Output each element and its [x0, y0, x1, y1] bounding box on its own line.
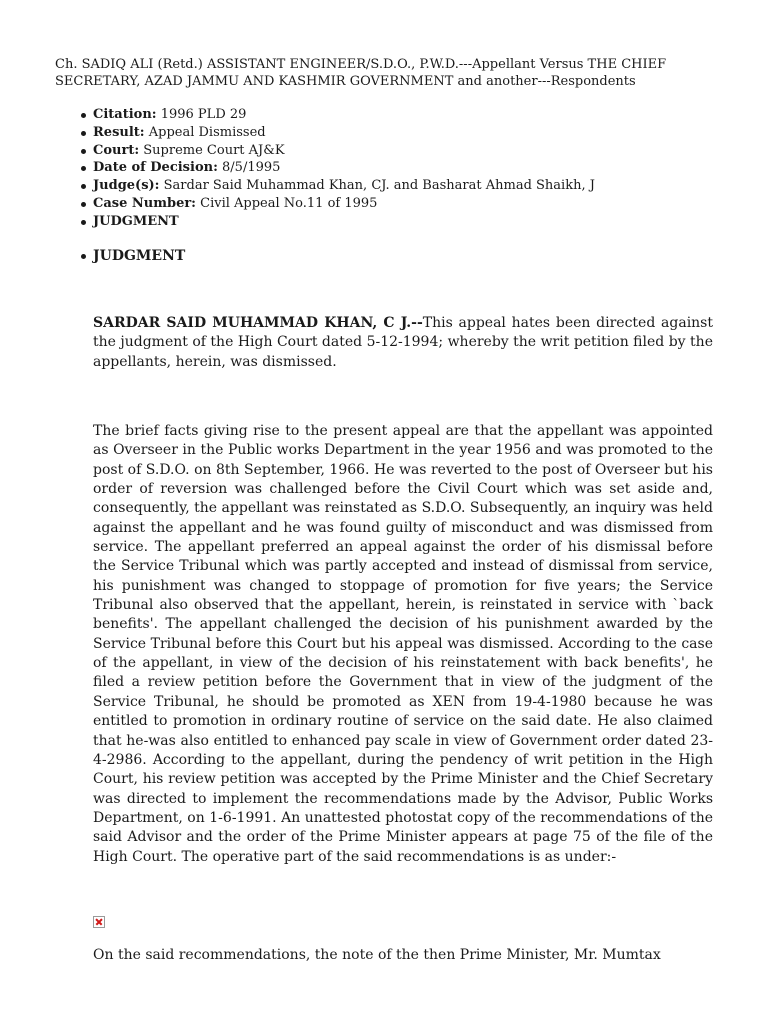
judgment-paragraph-1 — [93, 314, 713, 372]
judges-label: Judge(s): — [93, 178, 160, 194]
judge-name-lead: SARDAR SAID MUHAMMAD KHAN, C J.-- — [93, 315, 423, 331]
result-value: Appeal Dismissed — [148, 124, 266, 140]
case-number-label: Case Number: — [93, 195, 196, 211]
paragraph-1-text: This appeal hates been directed against the judgment of the High Court dated 5-12-1994; whereby the writ petition filed by the appellants, herein, was dismissed. — [93, 315, 713, 370]
result-item — [75, 124, 595, 142]
section-heading-list — [75, 246, 185, 266]
judgment-paragraph-3: On the said recommendations, the note of the then Prime Minister, Mr. Mumtax — [93, 947, 661, 963]
case-number-value: Civil Appeal No.11 of 1995 — [200, 195, 378, 211]
court-item — [75, 142, 595, 160]
date-label: Date of Decision: — [93, 160, 218, 176]
case-number-item — [75, 195, 595, 213]
section-heading: JUDGMENT — [75, 246, 185, 266]
citation-label: Citation: — [93, 107, 157, 122]
judgment-item — [75, 213, 595, 231]
court-label: Court: — [93, 142, 140, 158]
court-value: Supreme Court AJ&K — [143, 142, 285, 158]
date-value: 8/5/1995 — [222, 160, 281, 176]
citation-value: 1996 PLD 29 — [160, 107, 247, 122]
judgment-item-label: JUDGMENT — [93, 213, 179, 229]
result-label: Result: — [93, 124, 145, 140]
judgment-paragraph-2: The brief facts giving rise to the present appeal are that the appellant was appointed as Overseer in the Public works Department in the year 1956 and was promoted to the post of S.D.O. on 8th September, 1966. He was reverted to the post of Overseer but his order of reversion was challenged before the Civil Court which was set aside and, consequently, the appellant was reinstated as S.D.O. Subsequently, an inquiry was held against the appellant and he was found guilty of misconduct and was dismissed from service. The appellant preferred an appeal against the order of his dismissal before the Service Tribunal which was partly accepted and instead of dismissal from service, his punishment was changed to stoppage of promotion for five years; the Service Tribunal also observed that the appellant, herein, is reinstated in service with `back benefits'. The appellant challenged the decision of his punishment awarded by the Service Tribunal before this Court but his appeal was dismissed. According to the case of the appellant, in view of the decision of his reinstatement with back benefits', he filed a review petition before the Government that in view of the judgment of the Service Tribunal, he should be promoted as XEN from 19-4-1980 because he was entitled to promotion in ordinary routine of service on the said date. He also claimed that he-was also entitled to enhanced pay scale in view of Government order dated 23-4-2986. According to the appellant, during the pendency of writ petition in the High Court, his review petition was accepted by the Prime Minister and the Chief Secretary was directed to implement the recommendations made by the Advisor, Public Works Department, on 1-6-1991. An unattested photostat copy of the recommendations of the said Advisor and the order of the Prime Minister appears at page 75 of the file of the High Court. The operative part of the said recommendations is as under:- — [93, 423, 713, 865]
judges-value: Sardar Said Muhammad Khan, CJ. and Basharat Ahmad Shaikh, J — [163, 178, 595, 194]
judges-item — [75, 177, 595, 195]
case-details-list — [75, 106, 595, 231]
date-item — [75, 159, 595, 177]
broken-image-icon — [93, 916, 105, 928]
citation-item — [75, 106, 595, 124]
case-title: Ch. SADIQ ALI (Retd.) ASSISTANT ENGINEER/S.D.O., P.W.D.---Appellant Versus THE CHIEF SECRETARY, AZAD JAMMU AND KASHMIR GOVERNMENT and another---Respondents — [55, 57, 667, 89]
